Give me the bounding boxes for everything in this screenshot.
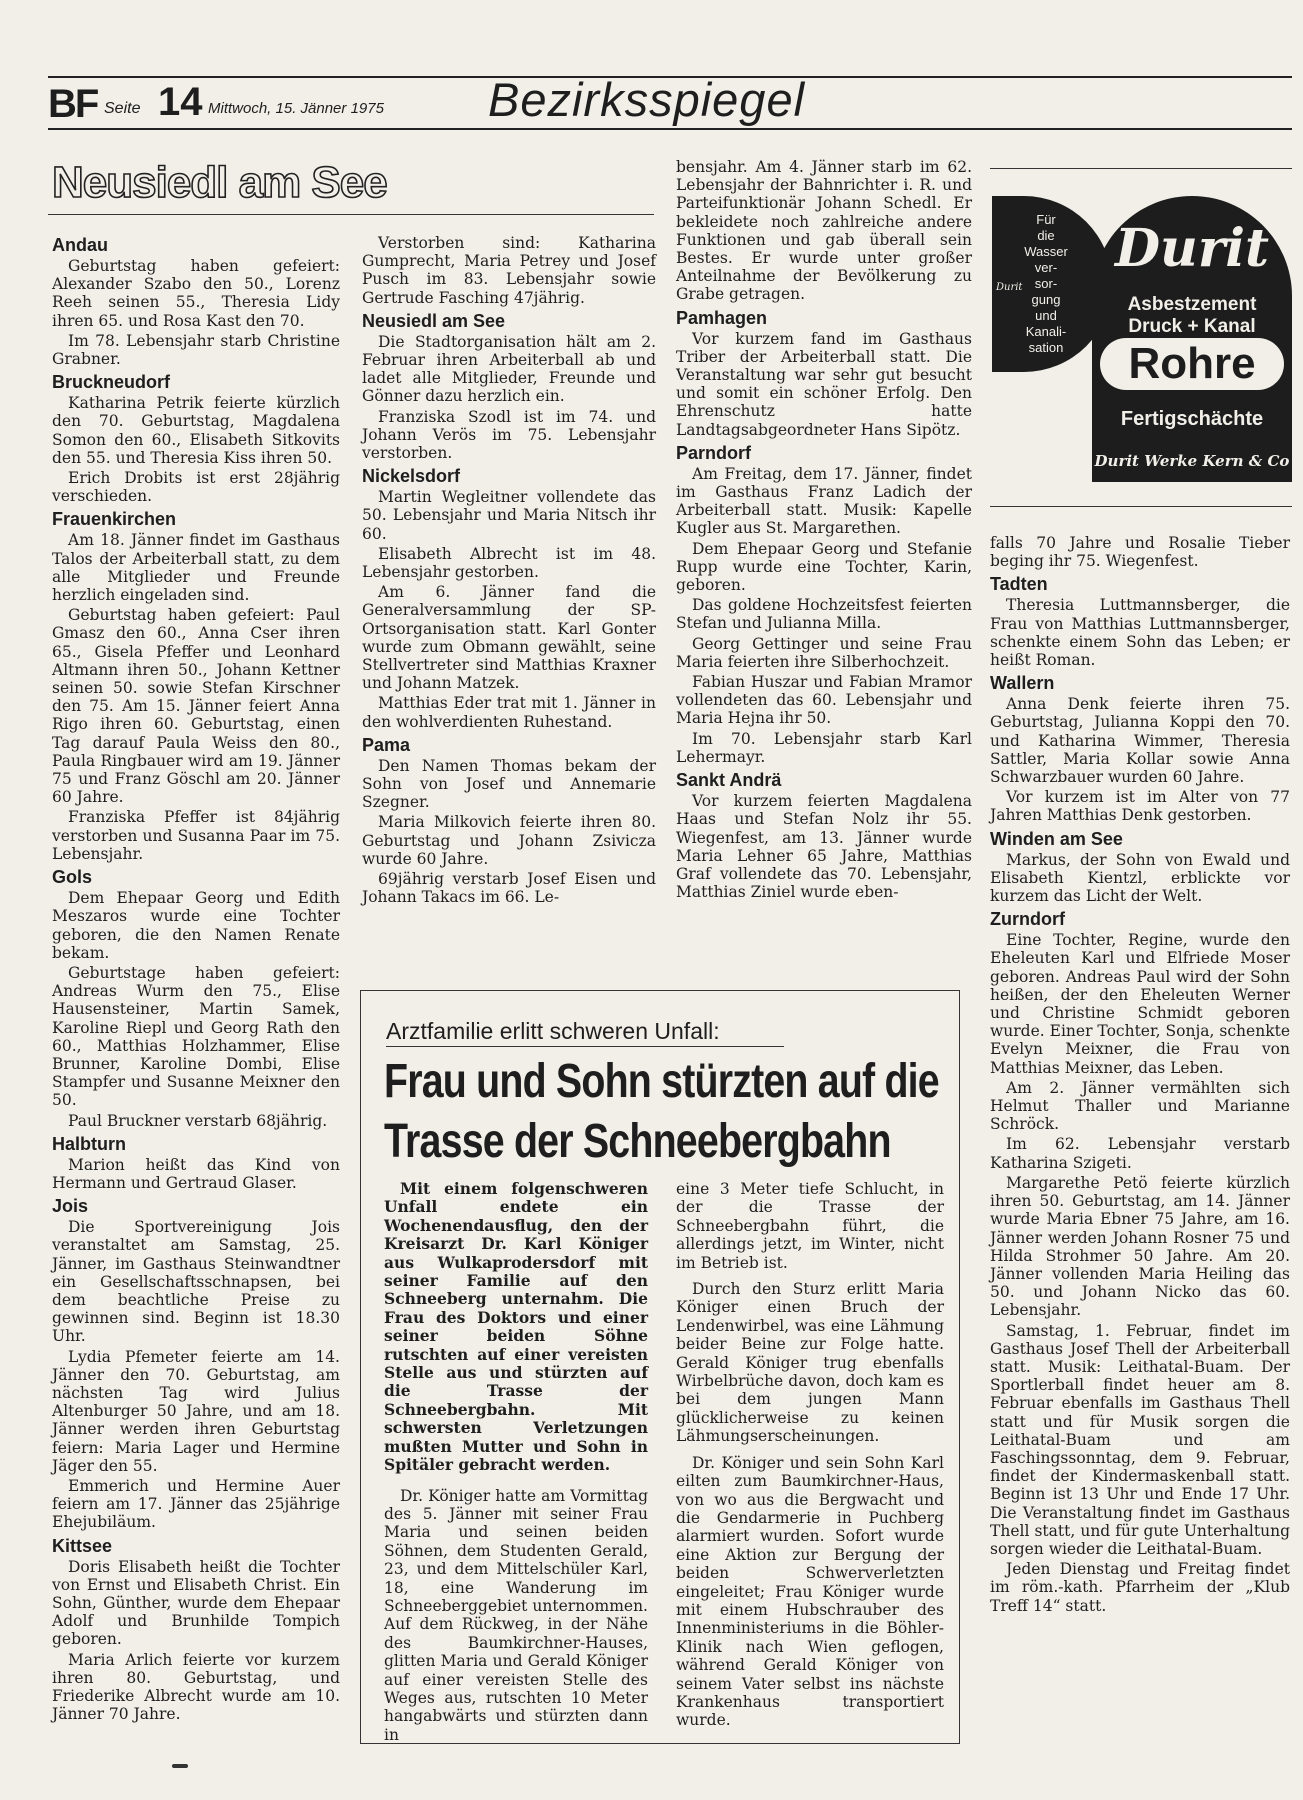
ad-rule-bottom xyxy=(990,506,1292,507)
news-paragraph: Margarethe Petö feierte kürzlich ihren 50. Geburtstag, am 14. Jänner wurde Maria Ebner 75 Jahre, am 16. Jänner werden Johann Rosner 75 und Hilda Strohmer 50 Jahre. Am 20. Jänner vollenden Maria Heiling das 50. und Johann Nicko das 60. Lebensjahr. xyxy=(990,1173,1290,1320)
ad-small-line: ver- xyxy=(1034,260,1058,275)
ad-line-druck-kanal: Druck + Kanal xyxy=(1128,316,1256,337)
place-heading: Kittsee xyxy=(52,1535,113,1556)
news-paragraph: falls 70 Jahre und Rosalie Tieber beging ihr 75. Wiegenfest. xyxy=(990,534,1290,571)
news-paragraph: Eine Tochter, Regine, wurde den Eheleuten Karl und Elfriede Moser geboren. Andreas Paul wird der Sohn heißen, der den Eheleuten Werner und Christine Schmidt geboren wurde. Einer Tochter, Sonja, schenkte Evelyn Meixner, die Frau von Matthias Meixner, das Leben. xyxy=(990,931,1290,1077)
news-paragraph: Matthias Eder trat mit 1. Jänner in den wohlverdienten Ruhestand. xyxy=(362,694,656,731)
place-heading: Pama xyxy=(362,734,411,755)
news-paragraph: Am 2. Jänner vermählten sich Helmut Thaller und Marianne Schröck. xyxy=(990,1078,1290,1134)
issue-date: Mittwoch, 15. Jänner 1975 xyxy=(208,100,384,117)
ad-company-signature: Durit Werke Kern & Co xyxy=(1094,452,1290,470)
column-3 xyxy=(676,158,972,903)
news-paragraph: Theresia Luttmannsberger, die Frau von Matthias Luttmannsberger, schenkte einem Sohn das Leben; er heißt Roman. xyxy=(990,596,1290,670)
place-heading: Zurndorf xyxy=(990,909,1065,930)
header-rule-bottom xyxy=(48,128,1292,130)
news-paragraph: Markus, der Sohn von Ewald und Elisabeth Kientzl, erblickte vor kurzem das Licht der Welt. xyxy=(990,850,1290,906)
ad-small-line: die xyxy=(1037,228,1055,243)
story-lead: Mit einem folgenschweren Unfall endete ein Wochenendausflug, den der Kreisarzt Dr. Karl Königer aus Wulkaprodersdorf mit seiner Familie auf den Schneeberg unternahm. Die Frau des Doktors und einer seiner beiden Söhne rutschten auf einer vereisten Stelle aus und stürzten auf die Trasse der Schneebergbahn. Mit schwersten Verletzungen mußten Mutter und Sohn in Spitäler gebracht werden. xyxy=(384,1179,648,1475)
column-1 xyxy=(52,234,340,1725)
news-paragraph: Geburtstag haben gefeiert: Paul Gmasz den 60., Anna Cser ihren 65., Gisela Pfeffer und Leonhard Altmann ihren 50., Johann Kettner seinen 50. sowie Stefan Kirschner den 75. Am 15. Jänner feiert Anna Rigo ihren 60. Geburtstag, einen Tag darauf Paula Weiss den 80., Paula Ringbauer wird am 19. Jänner 75 und Franz Göschl am 20. Jänner 60 Jahre. xyxy=(52,606,340,807)
story-column-left xyxy=(384,1180,648,1746)
place-heading: Nickelsdorf xyxy=(362,466,461,487)
news-paragraph: Dem Ehepaar Georg und Edith Meszaros wurde eine Tochter geboren, die den Namen Renate bekam. xyxy=(52,889,340,962)
story-kicker: Arztfamilie erlitt schweren Unfall: xyxy=(386,1018,720,1044)
news-paragraph: Katharina Petrik feierte kürzlich den 70. Geburtstag, Magdalena Somon den 60., Elisabeth Sitkovits den 55. und Theresia Kiss ihren 50. xyxy=(52,394,340,467)
news-paragraph: Im 62. Lebensjahr verstarb Katharina Szigeti. xyxy=(990,1135,1290,1172)
story-headline-line-1: Frau und Sohn stürzten auf die xyxy=(384,1055,939,1108)
newspaper-logo: BF xyxy=(48,82,98,126)
news-paragraph: Die Sportvereinigung Jois veranstaltet am Samstag, 25. Jänner, im Gasthaus Steinwandtner ein Gesellschaftsschnapsen, bei dem beachtliche Preise zu gewinnen sind. Beginn ist 18.30 Uhr. xyxy=(52,1218,340,1346)
news-paragraph: Die Stadtorganisation hält am 2. Februar ihren Arbeiterball ab und ladet alle Mitglieder, Freunde und Gönner dazu herzlich ein. xyxy=(362,332,656,406)
story-paragraph: Dr. Königer und sein Sohn Karl eilten zum Baumkirchner-Haus, von wo aus die Bergwacht und die Gendarmerie in Puchberg alarmiert wurden. Sofort wurde eine Aktion zur Bergung der beiden Schwerverletzten eingeleitet; Frau Königer wurde mit einem Hubschrauber des Innenministeriums in die Böhler-Klinik nach Wien geflogen, während Gerald Königer von seinem Vater selbst ins nächste Krankenhaus transportiert wurde. xyxy=(676,1453,944,1730)
story-kicker-rule xyxy=(386,1046,784,1047)
place-heading: Parndorf xyxy=(676,442,752,463)
news-paragraph: Paul Bruckner verstarb 68jährig. xyxy=(68,1111,328,1130)
ad-small-line: Wasser xyxy=(1024,244,1068,259)
news-paragraph: Lydia Pfemeter feierte am 14. Jänner den 70. Geburtstag, am nächsten Tag wird Julius Altenburger 50 Jahre, und am 18. Jänner werden ihren Geburtstag feiern: Maria Lager und Hermine Jäger den 55. xyxy=(52,1347,340,1475)
news-paragraph: Jeden Dienstag und Freitag findet im röm.-kath. Pfarrheim der „Klub Treff 14“ statt. xyxy=(990,1560,1290,1615)
ad-line-asbestzement: Asbestzement xyxy=(1127,294,1257,315)
page-number: 14 xyxy=(158,80,203,124)
story-paragraph: Durch den Sturz erlitt Maria Königer einen Bruch der Lendenwirbel, was eine Lähmung beider Beine zur Folge hatte. Gerald Königer trug ebenfalls Wirbelbrüche davon, doch kam es bei dem jungen Mann glücklicherweise zu keinen Lähmungserscheinungen. xyxy=(676,1280,944,1446)
place-heading: Sankt Andrä xyxy=(676,770,782,791)
page-ornament xyxy=(172,1764,188,1768)
registered-mark: ® xyxy=(1267,216,1278,229)
news-paragraph: Fabian Huszar und Fabian Mramor vollendeten das 60. Lebensjahr und Maria Hejna ihr 50. xyxy=(676,673,972,728)
news-paragraph: Emmerich und Hermine Auer feiern am 17. Jänner das 25jährige Ehejubiläum. xyxy=(52,1476,340,1532)
ad-small-line: sation xyxy=(1028,340,1064,355)
news-paragraph: Marion heißt das Kind von Hermann und Gertraud Glaser. xyxy=(52,1155,340,1192)
news-paragraph: Am 18. Jänner findet im Gasthaus Talos der Arbeiterball statt, zu dem alle Mitglieder und Freunde herzlich eingeladen sind. xyxy=(52,531,340,605)
place-heading: Halbturn xyxy=(52,1133,126,1154)
news-paragraph: bensjahr. Am 4. Jänner starb im 62. Lebensjahr der Bahnrichter i. R. und Parteifunktionär Johann Schedl. Er bekleidete noch zahlreiche andere Funktionen und gab überall sein Bestes. Er wurde unter großer Anteilnahme der Bevölkerung zu Grabe getragen. xyxy=(676,158,972,304)
ad-fertigschaechte: Fertigschächte xyxy=(1120,408,1264,430)
place-heading: Andau xyxy=(52,235,108,255)
story-headline-line-2: Trasse der Schneebergbahn xyxy=(384,1115,891,1168)
news-paragraph: Elisabeth Albrecht ist im 48. Lebensjahr gestorben. xyxy=(362,544,656,582)
news-paragraph: Verstorben sind: Katharina Gumprecht, Maria Petrey und Josef Pusch im 83. Lebensjahr sowie Gertrude Fasching 47jährig. xyxy=(362,234,656,307)
ad-small-line: sor- xyxy=(1034,276,1058,291)
news-paragraph: 69jährig verstarb Josef Eisen und Johann Takacs im 66. Le- xyxy=(362,870,656,907)
ad-main-block xyxy=(1092,196,1292,482)
place-heading: Wallern xyxy=(990,673,1055,694)
news-paragraph: Franziska Szodl ist im 74. und Johann Verös im 75. Lebensjahr verstorben. xyxy=(362,407,656,463)
ad-small-line: Kanali- xyxy=(1025,324,1067,339)
news-paragraph: Maria Arlich feierte vor kurzem ihren 80. Geburtstag, und Friederike Albrecht wurde am 10. Jänner 70 Jahre. xyxy=(52,1650,340,1724)
place-heading: Bruckneudorf xyxy=(52,372,171,393)
story-paragraph: eine 3 Meter tiefe Schlucht, in der die Trasse der Schneebergbahn führt, die allerdings jetzt, im Winter, nicht im Betrieb ist. xyxy=(676,1180,944,1272)
news-paragraph: Geburtstage haben gefeiert: Andreas Wurm den 75., Elise Hausensteiner, Martin Samek, Karoline Riepl und Georg Rath den 60., Matthias Holzhammer, Elise Brunner, Karoline Dombi, Elise Stampfer und Susanne Meixner den 50. xyxy=(52,963,340,1110)
story-column-right xyxy=(676,1180,944,1732)
news-paragraph: Im 70. Lebensjahr starb Karl Lehermayr. xyxy=(676,729,972,766)
section-title: Bezirksspiegel xyxy=(488,73,806,126)
news-paragraph: Doris Elisabeth heißt die Tochter von Ernst und Elisabeth Christ. Ein Sohn, Günther, wurde dem Ehepaar Adolf und Brunhilde Tompich geboren. xyxy=(52,1557,340,1649)
region-title-rule xyxy=(48,214,654,215)
news-paragraph: Am Freitag, dem 17. Jänner, findet im Gasthaus Franz Ladich der Arbeiterball statt. Musik: Kapelle Kugler aus St. Margarethen. xyxy=(676,464,972,538)
region-title: Neusiedl am See xyxy=(52,158,387,207)
news-paragraph: Erich Drobits ist erst 28jährig verschieden. xyxy=(52,469,340,506)
ad-small-logo: Durit xyxy=(996,282,1023,293)
ad-small-line: und xyxy=(1035,308,1057,323)
news-paragraph: Vor kurzem ist im Alter von 77 Jahren Matthias Denk gestorben. xyxy=(990,788,1290,825)
column-2 xyxy=(362,234,656,909)
place-heading: Jois xyxy=(52,1196,89,1217)
ad-rule-top xyxy=(990,168,1292,169)
place-heading: Frauenkirchen xyxy=(52,509,177,530)
news-paragraph: Maria Milkovich feierte ihren 80. Geburtstag und Johann Zsivicza wurde 60 Jahre. xyxy=(362,813,656,868)
place-heading: Tadten xyxy=(990,574,1048,595)
place-heading: Pamhagen xyxy=(676,307,768,328)
news-paragraph: Martin Wegleitner vollendete das 50. Lebensjahr und Maria Nitsch ihr 60. xyxy=(362,488,656,543)
news-paragraph: Den Namen Thomas bekam der Sohn von Josef und Annemarie Szegner. xyxy=(362,756,656,812)
ad-small-text xyxy=(1014,212,1078,356)
news-paragraph: Dem Ehepaar Georg und Stefanie Rupp wurde eine Tochter, Karin, geboren. xyxy=(676,539,972,595)
place-heading: Winden am See xyxy=(990,828,1123,849)
news-paragraph: Georg Gettinger und seine Frau Maria feierten ihre Silberhochzeit. xyxy=(676,634,972,671)
story-paragraph: Dr. Königer hatte am Vormittag des 5. Jänner mit seiner Frau Maria und seinen beiden Söhnen, dem Studenten Gerald, 23, und dem Mittelschüler Karl, 18, eine Wanderung im Schneeberggebiet unternommen. Auf dem Rückweg, in der Nähe des Baumkirchner-Hauses, glitten Maria und Gerald Königer auf einer vereisten Stelle des Weges aus, rutschten 10 Meter hangabwärts und stürzten dann in xyxy=(384,1486,648,1744)
ad-small-line: gung xyxy=(1031,292,1061,307)
news-paragraph: Am 6. Jänner fand die Generalversammlung der SP-Ortsorganisation statt. Karl Gonter wurde zum Obmann gewählt, seine Stellvertreter sind Matthias Kraxner und Johann Matzek. xyxy=(362,583,656,693)
story-headline xyxy=(384,1052,939,1172)
place-heading: Neusiedl am See xyxy=(362,310,506,331)
durit-advertisement xyxy=(990,196,1292,488)
page-label: Seite xyxy=(104,100,141,117)
ad-rohre-badge: Rohre xyxy=(1100,338,1284,390)
news-paragraph: Vor kurzem fand im Gasthaus Triber der Arbeiterball statt. Die Veranstaltung war sehr gut besucht und somit ein schöner Erfolg. Den Ehrenschutz hatte Landtagsabgeordneter Hans Sipötz. xyxy=(676,329,972,439)
news-paragraph: Anna Denk feierte ihren 75. Geburtstag, Julianna Koppi den 70. und Katharina Wimmer, Theresia Sattler, Maria Kollar sowie Anna Schwarzbauer wurden 60 Jahre. xyxy=(990,695,1290,787)
news-paragraph: Das goldene Hochzeitsfest feierten Stefan und Julianna Milla. xyxy=(676,596,972,633)
ad-small-line: Für xyxy=(1036,212,1056,227)
news-paragraph: Geburtstag haben gefeiert: Alexander Szabo den 50., Lorenz Reeh seinen 55., Theresia Lidy ihren 65. und Rosa Kast den 70. xyxy=(52,257,340,330)
column-4 xyxy=(990,534,1290,1617)
news-paragraph: Franziska Pfeffer ist 84jährig verstorben und Susanna Paar im 75. Lebensjahr. xyxy=(52,808,340,863)
news-paragraph: Im 78. Lebensjahr starb Christine Grabner. xyxy=(52,331,340,369)
news-paragraph: Vor kurzem feierten Magdalena Haas und Stefan Nolz ihr 55. Wiegenfest, am 13. Jänner wurde Maria Lehner 65 Jahre, Matthias Graf vollendete das 70. Lebensjahr, Matthias Ziniel wurde eben- xyxy=(676,792,972,902)
news-paragraph: Samstag, 1. Februar, findet im Gasthaus Josef Thell der Arbeiterball statt. Musik: Leithatal-Buam. Der Sportlerball findet heuer am 8. Februar ebenfalls im Gasthaus Thell statt und für Musik sorgen die Leithatal-Buam und am Faschingssonntag, dem 9. Februar, findet der Kindermaskenball statt. Beginn ist 13 Uhr und Ende 17 Uhr. Die Veranstaltung findet im Gasthaus Thell statt, und für gute Unterhaltung sorgen wieder die Leithatal-Buam. xyxy=(990,1321,1290,1558)
ad-brand-logo: Durit xyxy=(1114,218,1270,279)
place-heading: Gols xyxy=(52,867,93,888)
